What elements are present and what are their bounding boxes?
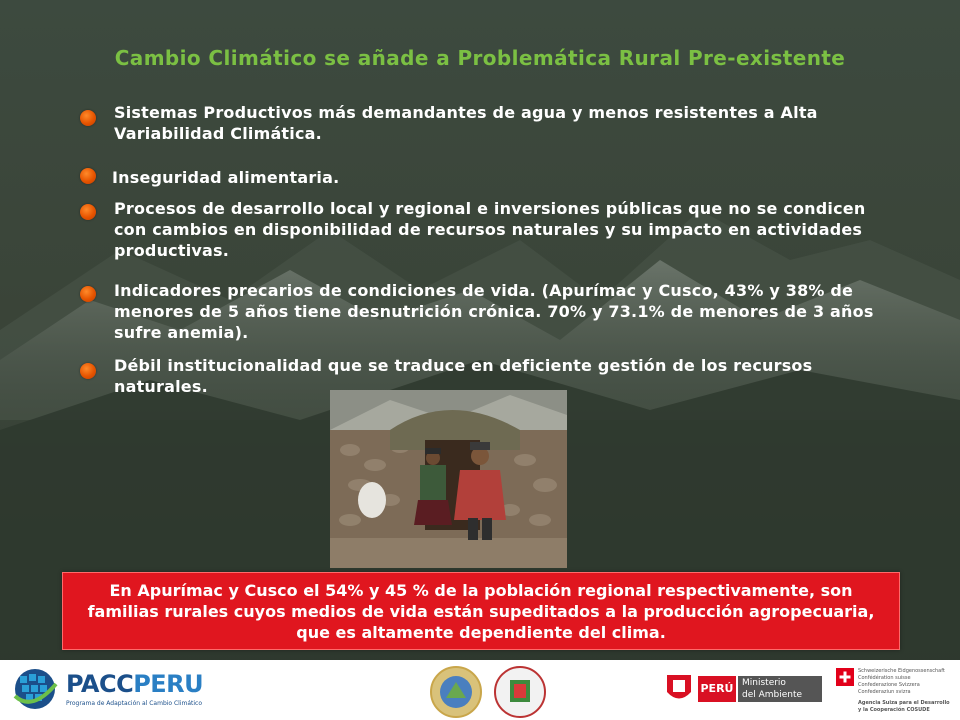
bullet-dot-icon — [80, 286, 96, 302]
bullet-text: Sistemas Productivos más demandantes de agua y menos resistentes a Alta Variabilidad Climática. — [114, 103, 818, 143]
swiss-line: y la Cooperación COSUDE — [858, 707, 930, 713]
swiss-line: Confédération suisse — [858, 675, 911, 681]
pacc-label: PACC — [66, 670, 134, 698]
bullet-dot-icon — [80, 204, 96, 220]
rural-family-photo — [330, 390, 567, 568]
swiss-flag-icon — [836, 668, 854, 686]
bullet-text: Débil institucionalidad que se traduce en deficiente gestión de los recursos naturales. — [114, 356, 813, 396]
cosude-swiss-logo — [836, 666, 956, 716]
ministry-line-2: del Ambiente — [742, 690, 803, 700]
bullet-dot-icon — [80, 363, 96, 379]
callout-box — [62, 572, 900, 650]
peru-label: PERU — [133, 670, 204, 698]
peru-label-box: PERÚ — [698, 676, 736, 702]
pacc-peru-wordmark — [66, 670, 203, 698]
bullet-dot-icon — [80, 110, 96, 126]
callout-text: En Apurímac y Cusco el 54% y 45 % de la población regional respectivamente, son familias rurales cuyos medios de vida están supeditados a la producción agropecuaria, que es altamente dependiente del clima. — [87, 580, 875, 642]
swiss-line: Agencia Suiza para el Desarrollo — [858, 700, 950, 706]
swiss-line: Schweizerische Eidgenossenschaft — [858, 668, 945, 674]
bullet-text: Procesos de desarrollo local y regional e inversiones públicas que no se condicen con cambios en disponibilidad de recursos naturales y su impacto en actividades productivas. — [114, 199, 866, 260]
peru-shield-icon — [664, 672, 694, 706]
footer-logos-bar — [0, 660, 960, 720]
ministerio-del-ambiente-logo — [664, 672, 824, 706]
globe-icon — [12, 666, 58, 712]
swiss-line: Confederaziun svizra — [858, 689, 911, 695]
pacc-peru-logo — [12, 666, 242, 714]
ministry-label-box — [738, 676, 822, 702]
slide-title: Cambio Climático se añade a Problemática Rural Pre-existente — [114, 46, 846, 70]
pacc-subtitle: Programa de Adaptación al Cambio Climático — [66, 700, 203, 707]
regional-government-apurimac-seal-icon — [494, 666, 546, 718]
ministry-line-1: Ministerio — [742, 678, 786, 688]
bullet-text: Indicadores precarios de condiciones de vida. (Apurímac y Cusco, 43% y 38% de menores de 5 años tiene desnutrición crónica. 70% y 73.1% de menores de 3 años sufre anemia). — [114, 281, 874, 342]
swiss-line: Confederazione Svizzera — [858, 682, 920, 688]
regional-government-cusco-seal-icon — [430, 666, 482, 718]
bullet-text: Inseguridad alimentaria. — [112, 168, 340, 187]
bullet-dot-icon — [80, 168, 96, 184]
